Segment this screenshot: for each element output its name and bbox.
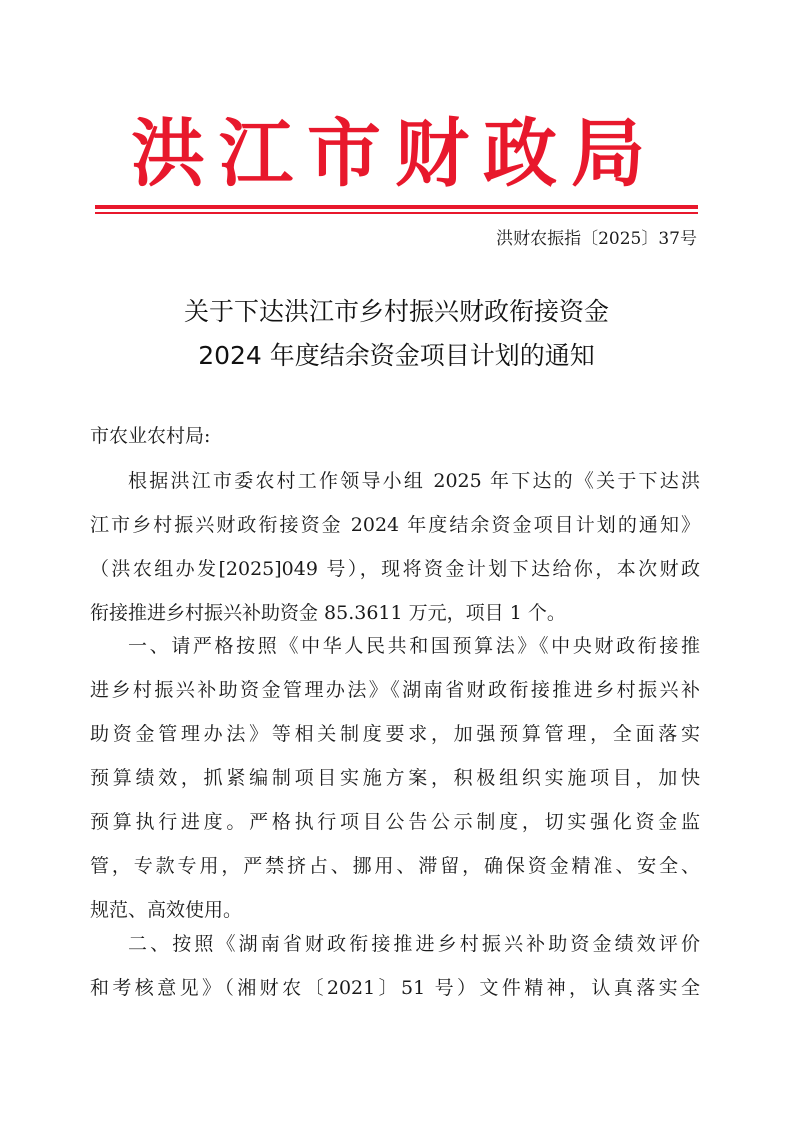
document-number: 洪财农振指〔2025〕37号 xyxy=(496,229,697,249)
addressee: 市农业农村局: xyxy=(90,425,211,447)
document-title xyxy=(95,290,698,378)
paragraph-line: 预算执行进度。严格执行项目公告公示制度，切实强化资金监 xyxy=(90,811,700,833)
paragraph-line: 进乡村振兴补助资金管理办法》《湖南省财政衔接推进乡村振兴补 xyxy=(90,679,700,701)
paragraph-line: 和考核意见》（湘财农〔2021〕51 号）文件精神，认真落实全 xyxy=(90,977,700,999)
red-header-rule-thin xyxy=(95,212,698,214)
paragraph-line: 衔接推进乡村振兴补助资金 85.3611 万元，项目 1 个。 xyxy=(90,602,566,624)
paragraph-line: 二、按照《湖南省财政衔接推进乡村振兴补助资金绩效评价 xyxy=(128,933,700,955)
paragraph-line: 江市乡村振兴财政衔接资金 2024 年度结余资金项目计划的通知》 xyxy=(90,514,700,536)
paragraph-line: 一、请严格按照《中华人民共和国预算法》《中央财政衔接推 xyxy=(128,635,700,657)
issuer-masthead: 洪江市财政局 xyxy=(131,111,659,197)
red-header-rule-thick xyxy=(95,205,698,209)
paragraph-line: 规范、高效使用。 xyxy=(90,899,243,921)
paragraph-line: 根据洪江市委农村工作领导小组 2025 年下达的《关于下达洪 xyxy=(128,470,700,492)
paragraph-line: 管，专款专用，严禁挤占、挪用、滞留，确保资金精准、安全、 xyxy=(90,855,700,877)
title-line-2: 2024 年度结余资金项目计划的通知 xyxy=(198,341,595,370)
paragraph-line: 助资金管理办法》等相关制度要求，加强预算管理，全面落实 xyxy=(90,723,700,745)
title-line-1: 关于下达洪江市乡村振兴财政衔接资金 xyxy=(183,297,609,326)
paragraph-line: 预算绩效，抓紧编制项目实施方案，积极组织实施项目，加快 xyxy=(90,767,700,789)
paragraph-line: （洪农组办发[2025]049 号），现将资金计划下达给你，本次财政 xyxy=(90,558,700,580)
